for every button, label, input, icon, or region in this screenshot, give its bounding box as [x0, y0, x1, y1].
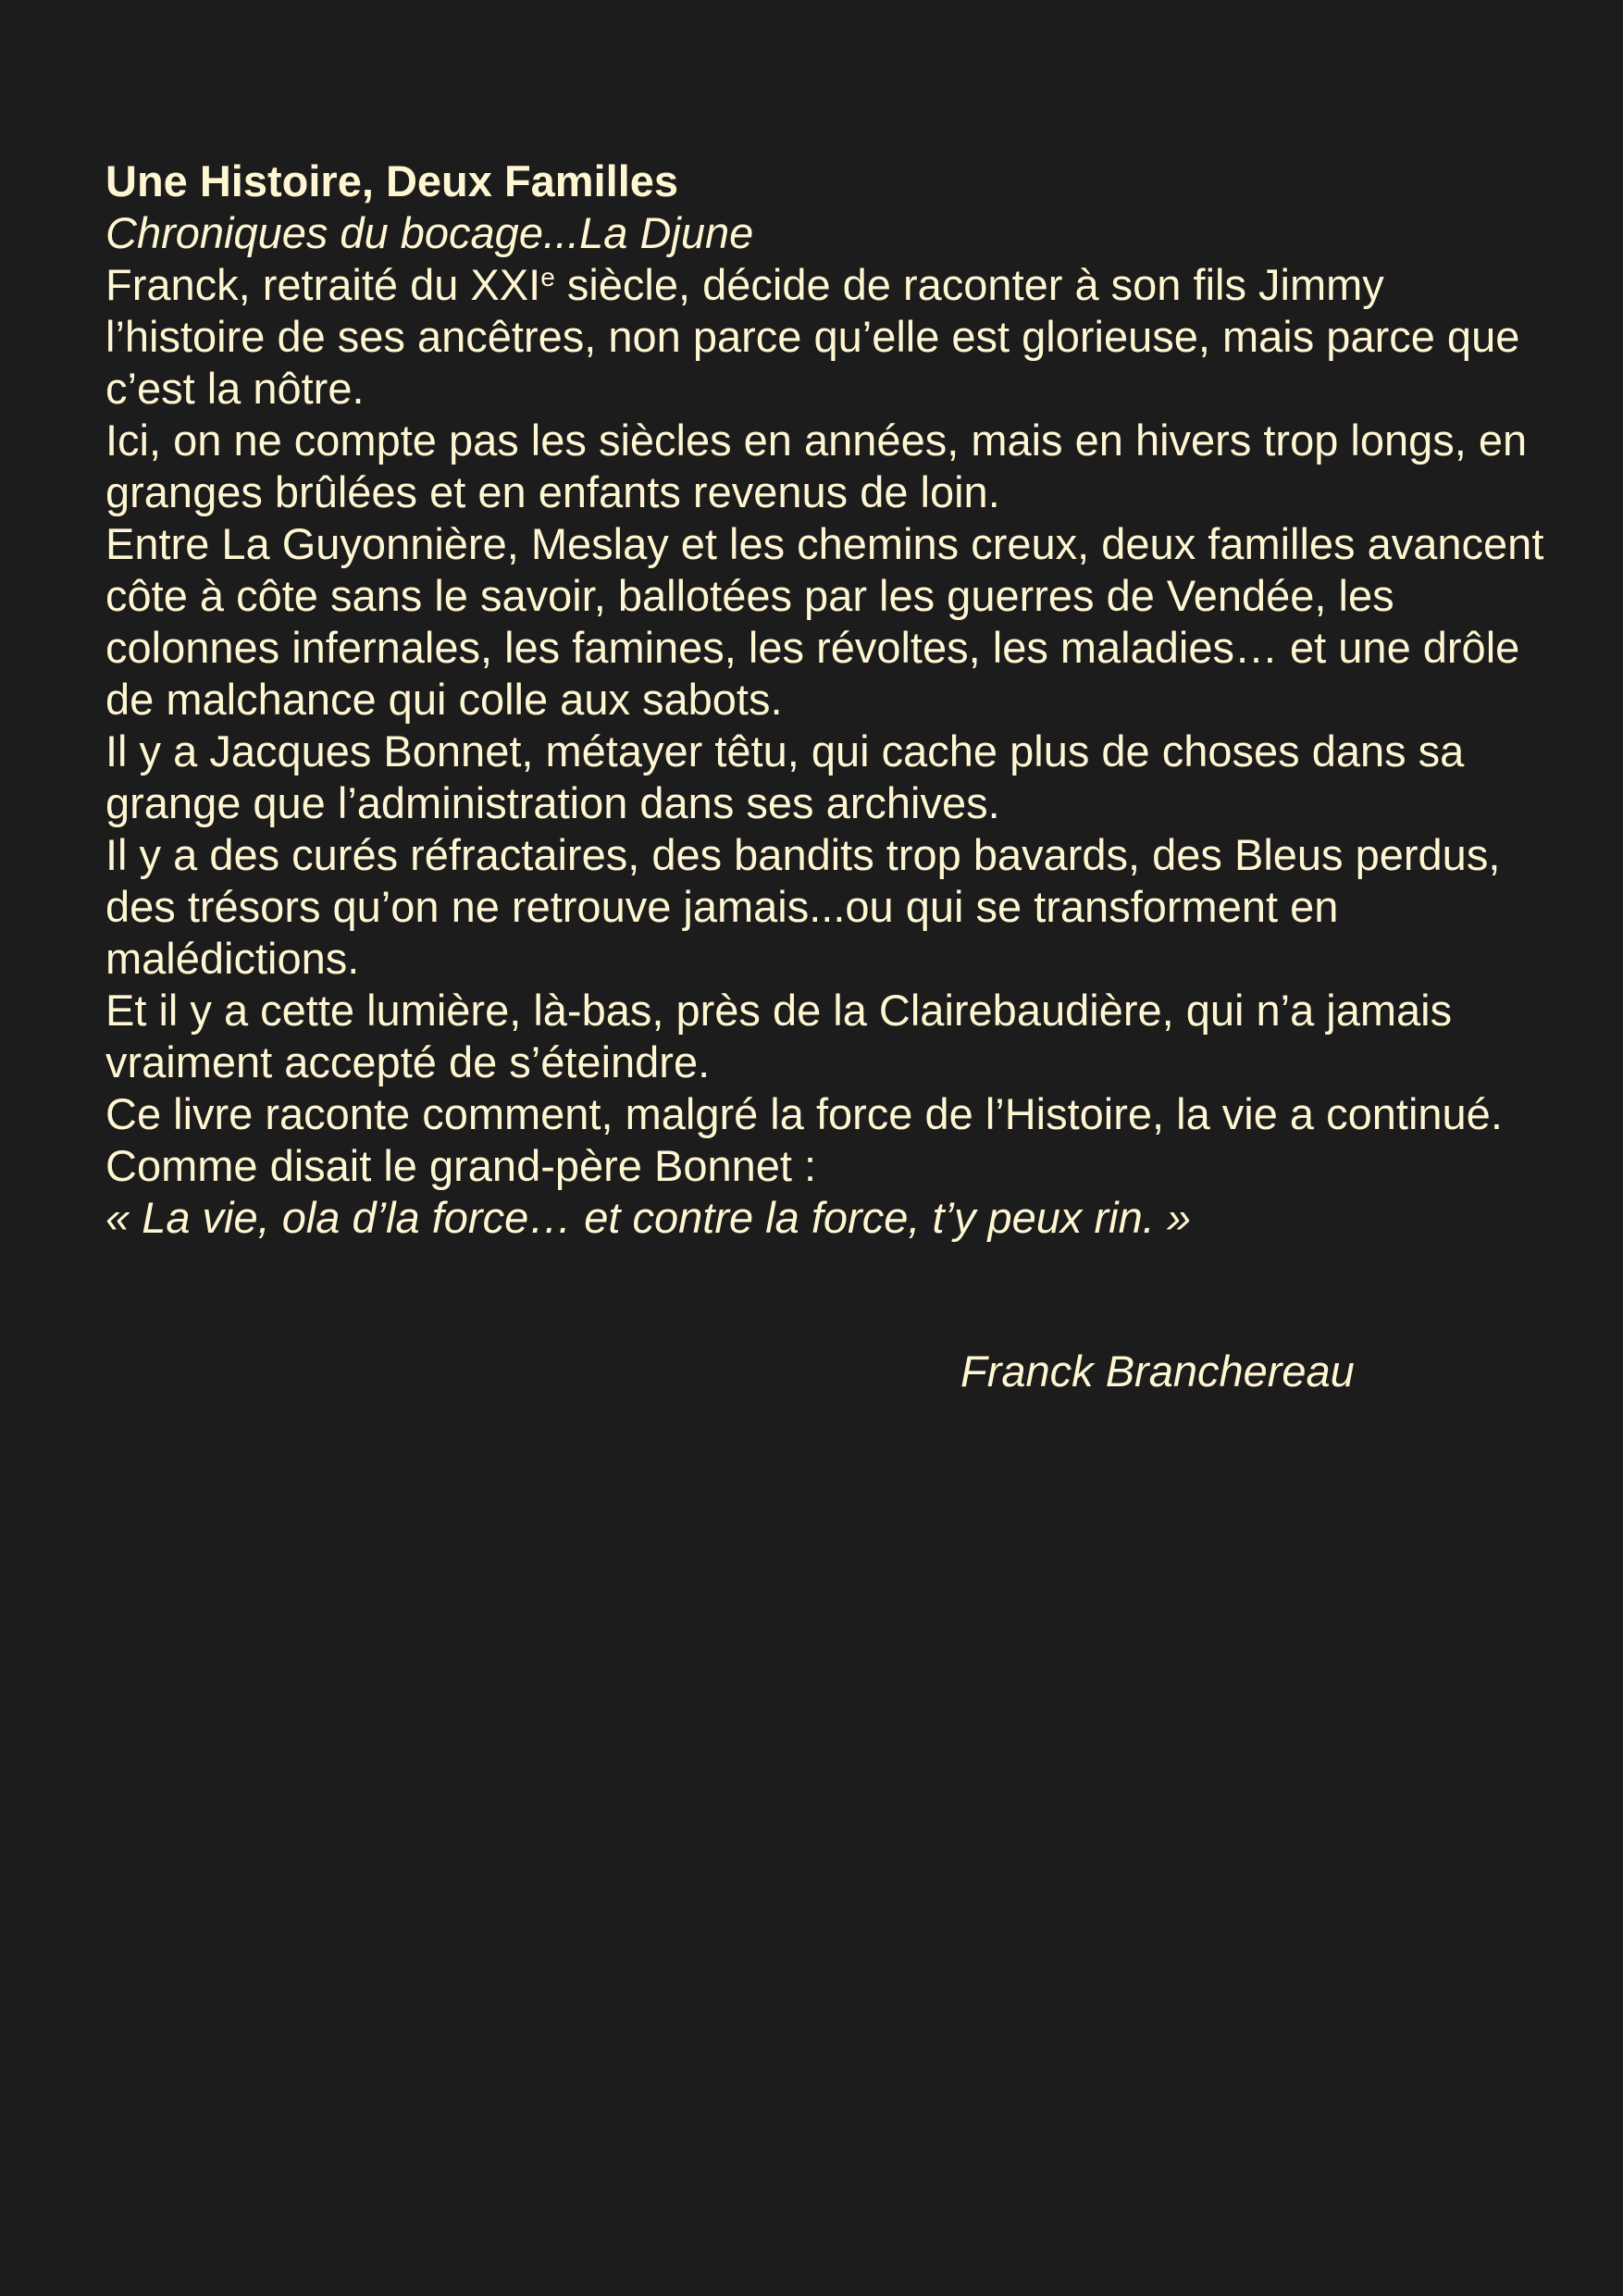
paragraph-families: Entre La Guyonnière, Meslay et les chemins creux, deux familles avancent côte à côte sans le savoir, ballotées par les guerres de Vendée, les colonnes infernales, les famines, les révoltes, les maladies… et une drôle de malchance qui colle aux sabots. — [105, 519, 1544, 724]
paragraph-intro-end: siècle, décide de raconter à son fils Jimmy l’histoire de ses ancêtres, non parce qu’elle est glorieuse, mais parce que c’est la nôtre. — [105, 260, 1520, 413]
document-body — [105, 155, 1549, 1244]
paragraph-livre: Ce livre raconte comment, malgré la force de l’Histoire, la vie a continué. — [105, 1089, 1503, 1138]
century-superscript: e — [540, 263, 555, 292]
paragraph-jacques-bonnet: Il y a Jacques Bonnet, métayer têtu, qui cache plus de choses dans sa grange que l’administration dans ses archives. — [105, 726, 1465, 827]
paragraph-lumiere: Et il y a cette lumière, là-bas, près de la Clairebaudière, qui n’a jamais vraiment accepté de s’éteindre. — [105, 986, 1453, 1086]
paragraph-grand-pere: Comme disait le grand-père Bonnet : — [105, 1141, 817, 1190]
paragraph-intro — [105, 259, 1549, 415]
author-signature: Franck Branchereau — [960, 1347, 1355, 1396]
paragraph-intro-start: Franck, retraité du XXI — [105, 260, 541, 309]
paragraph-cures: Il y a des curés réfractaires, des bandits trop bavards, des Bleus perdus, des trésors qu’on ne retrouve jamais...ou qui se transforment en malédictions. — [105, 830, 1501, 983]
document-subtitle: Chroniques du bocage...La Djune — [105, 208, 754, 257]
quote: « La vie, ola d’la force… et contre la force, t’y peux rin. » — [105, 1193, 1191, 1242]
paragraph-centuries: Ici, on ne compte pas les siècles en années, mais en hivers trop longs, en granges brûlées et en enfants revenus de loin. — [105, 416, 1528, 516]
document-title: Une Histoire, Deux Familles — [105, 156, 679, 205]
